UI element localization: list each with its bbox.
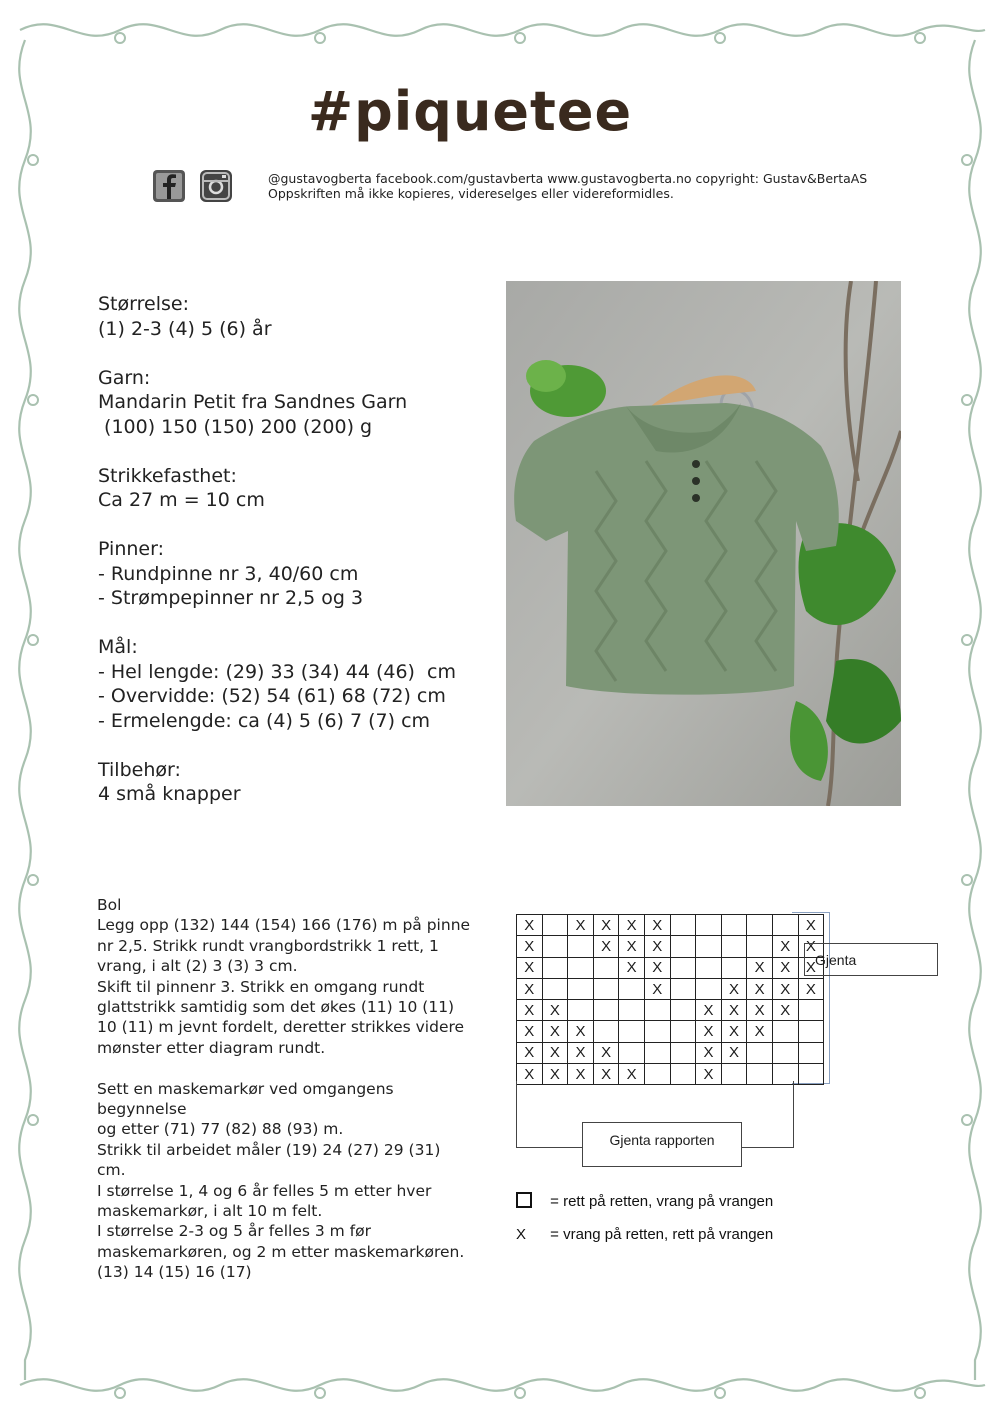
spec-line: - Hel lengde: (29) 33 (34) 44 (46) cm <box>98 660 457 683</box>
diagram-cell: X <box>542 1042 568 1063</box>
diagram-cell <box>696 915 722 936</box>
diagram-cell <box>619 1021 645 1042</box>
diagram-cell: X <box>542 1064 568 1085</box>
diagram-cell: X <box>747 1000 773 1021</box>
diagram-cell: X <box>542 1000 568 1021</box>
diagram-cell: X <box>619 957 645 978</box>
diagram-cell: X <box>619 915 645 936</box>
diagram-cell <box>772 1021 798 1042</box>
specs-section <box>98 292 488 831</box>
facebook-icon[interactable] <box>152 168 186 204</box>
spec-heading: Strikkefasthet: <box>98 464 237 487</box>
spec-needles <box>98 537 488 611</box>
spec-heading: Pinner: <box>98 538 164 560</box>
spec-line: - Strømpepinner nr 2,5 og 3 <box>98 587 364 609</box>
legend-symbol: X <box>516 1226 527 1243</box>
diagram-cell: X <box>619 936 645 957</box>
diagram-cell: X <box>593 1064 619 1085</box>
spec-line: 4 små knapper <box>98 783 241 805</box>
diagram-cell <box>798 1064 824 1085</box>
spec-line: - Overvidde: (52) 54 (61) 68 (72) cm <box>98 685 446 707</box>
spec-yarn <box>98 366 488 440</box>
instructions-paragraph: Sett en maskemarkør ved omgangens begynnelse og etter (71) 77 (82) 88 (93) m. Strikk til arbeidet måler (19) 24 (27) 29 (31) cm. I størrelse 1, 4 og 6 år felles 5 m etter hver maskemarkør, i alt 10 m felt. I størrelse 2-3 og 5 år felles 3 m før maskemarkøren, og 2 m etter maskemarkøren. (13) 14 (15) 16 (17) <box>97 1079 465 1282</box>
spec-line: Ca 27 m = 10 cm <box>98 489 265 511</box>
diagram-cell: X <box>593 936 619 957</box>
diagram-cell: X <box>593 1042 619 1063</box>
diagram-cell <box>798 1000 824 1021</box>
diagram-cell <box>721 915 747 936</box>
diagram-cell: X <box>517 957 543 978</box>
diagram-cell: X <box>619 1064 645 1085</box>
spec-line: - Rundpinne nr 3, 40/60 cm <box>98 562 359 585</box>
instagram-icon[interactable] <box>198 168 234 204</box>
diagram-cell <box>568 957 594 978</box>
legend-item-x <box>516 1226 773 1243</box>
repeat-rapport-label: Gjenta rapporten <box>582 1122 742 1167</box>
diagram-cell <box>696 978 722 999</box>
diagram-row <box>517 1042 824 1063</box>
diagram-cell: X <box>772 936 798 957</box>
spec-heading: Garn: <box>98 366 151 389</box>
diagram-cell: X <box>747 1021 773 1042</box>
diagram-cell: X <box>644 936 670 957</box>
diagram-grid <box>516 914 824 1085</box>
spec-size <box>98 292 488 341</box>
diagram-cell <box>670 1000 696 1021</box>
diagram-cell: X <box>568 1064 594 1085</box>
diagram-cell <box>772 915 798 936</box>
diagram-cell: X <box>798 957 824 978</box>
diagram-cell: X <box>696 1021 722 1042</box>
diagram-cell <box>593 1021 619 1042</box>
diagram-cell <box>619 1000 645 1021</box>
diagram-cell <box>619 1042 645 1063</box>
diagram-cell: X <box>644 957 670 978</box>
diagram-cell: X <box>517 915 543 936</box>
diagram-cell: X <box>696 1064 722 1085</box>
diagram-cell <box>696 957 722 978</box>
diagram-cell: X <box>517 1042 543 1063</box>
diagram-row <box>517 957 824 978</box>
diagram-row <box>517 915 824 936</box>
spec-gauge <box>98 464 488 513</box>
diagram-cell <box>721 957 747 978</box>
copyright-notice: Oppskriften må ikke kopieres, videreselges eller videreformidles. <box>268 186 674 201</box>
diagram-cell: X <box>721 1000 747 1021</box>
diagram-cell <box>696 936 722 957</box>
diagram-cell: X <box>696 1000 722 1021</box>
diagram-cell <box>670 957 696 978</box>
diagram-cell <box>747 1042 773 1063</box>
diagram-row <box>517 1021 824 1042</box>
diagram-cell <box>542 915 568 936</box>
diagram-cell <box>644 1042 670 1063</box>
diagram-cell: X <box>593 915 619 936</box>
diagram-cell: X <box>568 1021 594 1042</box>
diagram-cell: X <box>517 978 543 999</box>
legend-item-square <box>516 1192 773 1210</box>
page-title: #piquetee <box>307 80 633 143</box>
diagram-cell <box>798 1042 824 1063</box>
diagram-cell <box>568 936 594 957</box>
spec-accessories <box>98 758 488 807</box>
diagram-cell: X <box>696 1042 722 1063</box>
instructions <box>97 895 477 1303</box>
diagram-cell: X <box>747 957 773 978</box>
diagram-cell: X <box>721 1042 747 1063</box>
diagram-cell: X <box>721 1021 747 1042</box>
diagram-cell: X <box>517 1021 543 1042</box>
instructions-paragraph: Legg opp (132) 144 (154) 166 (176) m på pinne nr 2,5. Strikk rundt vrangbordstrikk 1 rett, 1 vrang, i alt (2) 3 (3) 3 cm. Skift til pinnenr 3. Strikk en omgang rundt glattstrikk samtidig som det økes (11) 10 (11) 10 (11) m jevnt fordelt, deretter strikkes videre mønster etter diagram rundt. <box>97 916 471 1057</box>
square-icon <box>516 1192 532 1208</box>
diagram-cell <box>670 1042 696 1063</box>
diagram-cell <box>542 936 568 957</box>
diagram-cell: X <box>517 936 543 957</box>
knitting-diagram <box>516 914 824 1085</box>
diagram-cell: X <box>798 936 824 957</box>
diagram-cell <box>747 915 773 936</box>
diagram-cell <box>721 936 747 957</box>
diagram-cell: X <box>721 978 747 999</box>
spec-line: (100) 150 (150) 200 (200) g <box>98 415 373 438</box>
spec-heading: Tilbehør: <box>98 758 181 781</box>
diagram-cell <box>772 1042 798 1063</box>
diagram-cell: X <box>798 978 824 999</box>
diagram-cell <box>593 978 619 999</box>
diagram-cell <box>542 957 568 978</box>
repeat-label: Gjenta <box>804 943 938 976</box>
diagram-cell <box>568 978 594 999</box>
credit-block <box>268 171 867 201</box>
spec-heading: Størrelse: <box>98 293 189 315</box>
diagram-cell <box>670 1021 696 1042</box>
diagram-cell <box>747 936 773 957</box>
credit-line: @gustavogberta facebook.com/gustavberta www.gustavogberta.no copyright: Gustav&BertaAS <box>268 171 868 186</box>
diagram-cell <box>542 978 568 999</box>
diagram-cell: X <box>772 957 798 978</box>
diagram-cell <box>798 1021 824 1042</box>
diagram-cell: X <box>542 1021 568 1042</box>
diagram-cell <box>670 978 696 999</box>
diagram-cell: X <box>517 1000 543 1021</box>
diagram-cell <box>568 1000 594 1021</box>
diagram-cell: X <box>772 978 798 999</box>
diagram-cell: X <box>644 978 670 999</box>
diagram-cell <box>670 936 696 957</box>
legend-symbol <box>516 1192 546 1210</box>
diagram-cell <box>644 1021 670 1042</box>
diagram-cell <box>593 1000 619 1021</box>
diagram-cell <box>670 915 696 936</box>
diagram-cell: X <box>772 1000 798 1021</box>
diagram-cell: X <box>747 978 773 999</box>
spec-measurements <box>98 635 488 733</box>
legend-text: = vrang på retten, rett på vrangen <box>550 1226 774 1243</box>
diagram-cell: X <box>517 1064 543 1085</box>
diagram-row <box>517 978 824 999</box>
legend-text: = rett på retten, vrang på vrangen <box>550 1193 774 1210</box>
diagram-row <box>517 1000 824 1021</box>
diagram-cell: X <box>568 915 594 936</box>
spec-line: Mandarin Petit fra Sandnes Garn <box>98 391 408 413</box>
sweater-photo <box>506 281 901 806</box>
diagram-cell: X <box>568 1042 594 1063</box>
spec-line: (1) 2-3 (4) 5 (6) år <box>98 317 272 340</box>
spec-line: - Ermelengde: ca (4) 5 (6) 7 (7) cm <box>98 709 431 732</box>
diagram-row <box>517 936 824 957</box>
diagram-cell: X <box>644 915 670 936</box>
diagram-cell: X <box>798 915 824 936</box>
diagram-cell <box>619 978 645 999</box>
instructions-heading: Bol <box>97 896 122 914</box>
diagram-cell <box>593 957 619 978</box>
spec-heading: Mål: <box>98 636 138 658</box>
diagram-cell <box>644 1000 670 1021</box>
